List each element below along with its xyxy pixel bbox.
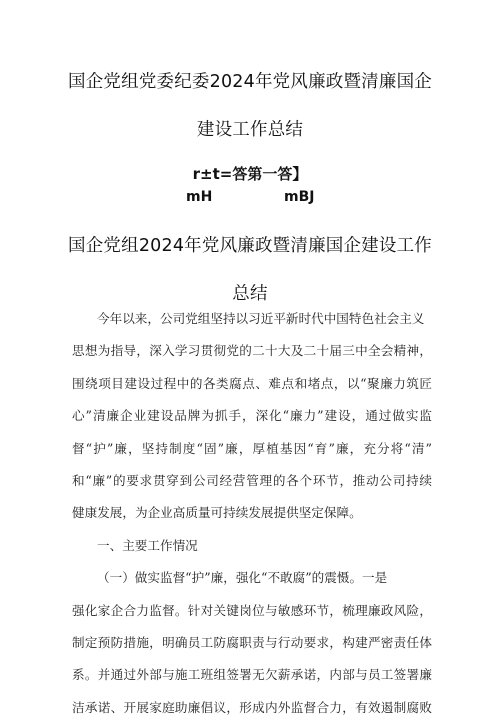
doc-title-line-2: 建设工作总结 <box>196 120 304 140</box>
garbled-text-right: mBJ <box>284 189 315 205</box>
paragraph-line: 围绕项目建设过程中的各类腐点、难点和堵点，以“聚廉力筑匠 <box>72 375 432 391</box>
paragraph-line: 系。并通过外部与施工班组签署无欠薪承诺，内部与员工签署廉 <box>72 667 432 683</box>
garbled-heading: r±t=答第一答】 <box>192 165 308 183</box>
body-text <box>72 303 432 724</box>
paragraph-line: 心”清廉企业建设品牌为抓手，深化“廉力”建设，通过做实监 <box>72 408 432 424</box>
paragraph-line: 今年以来，公司党组坚持以习近平新时代中国特色社会主义 <box>97 311 425 326</box>
section-heading: 一、主要工作情况 <box>97 537 198 553</box>
paragraph-line: 思想为指导，深入学习贯彻党的二十大及二十届三中全会精神， <box>72 343 432 359</box>
paragraph-line: 健康发展，为企业高质量可持续发展提供坚定保障。 <box>72 505 362 521</box>
paragraph-line: 洁承诺、开展家庭助廉倡议，形成内外监督合力，有效遏制腐败 <box>72 699 432 715</box>
doc-subtitle-line-2: 总结 <box>232 284 268 304</box>
paragraph-line: 和“廉”的要求贯穿到公司经营管理的各个环节，推动公司持续 <box>72 472 432 488</box>
doc-title-line-1: 国企党组党委纪委2024年党风廉政暨清廉国企 <box>68 72 432 92</box>
doc-subtitle-line-1: 国企党组2024年党风廉政暨清廉国企建设工作 <box>68 236 432 256</box>
subsection-heading: （一）做实监督“护”廉，强化“不敢腐”的震慑。一是 <box>97 570 388 586</box>
paragraph-line: 强化家企合力监督。针对关键岗位与敏感环节，梳理廉政风险， <box>72 602 432 618</box>
paragraph-line: 制定预防措施，明确员工防腐职责与行动要求，构建严密责任体 <box>72 634 432 650</box>
paragraph-line: 督“护”廉，坚持制度“固”廉，厚植基因“育”廉，充分将“清” <box>72 440 432 456</box>
garbled-text-left: mH <box>186 189 213 205</box>
